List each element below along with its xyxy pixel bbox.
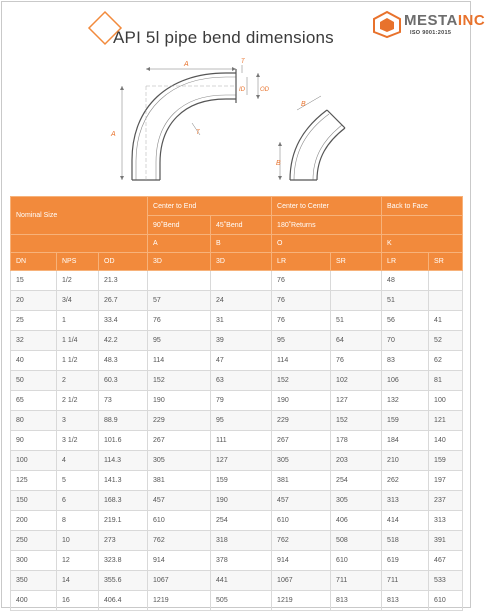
- cell-nps: 4: [57, 451, 99, 471]
- cell-b-3d: [211, 271, 272, 291]
- cell-a-3d: 95: [148, 331, 211, 351]
- cell-od: 42.2: [99, 331, 148, 351]
- cell-k-sr: 41: [429, 311, 463, 331]
- cell-od: 101.6: [99, 431, 148, 451]
- cell-nps: 2 1/2: [57, 391, 99, 411]
- cell-k-lr: 70: [382, 331, 429, 351]
- cell-o-sr: 508: [331, 531, 382, 551]
- cell-nps: 1 1/4: [57, 331, 99, 351]
- cell-o-sr: 305: [331, 491, 382, 511]
- table-row: [11, 571, 463, 591]
- cell-a-3d: 457: [148, 491, 211, 511]
- cell-o-sr: 127: [331, 391, 382, 411]
- cell-b-3d: 318: [211, 531, 272, 551]
- cell-o-sr: 178: [331, 431, 382, 451]
- cell-dn: 150: [11, 491, 57, 511]
- cell-a-3d: 267: [148, 431, 211, 451]
- cell-b-3d: 505: [211, 591, 272, 611]
- cell-nps: 8: [57, 511, 99, 531]
- table-row: [11, 471, 463, 491]
- cell-a-3d: 57: [148, 291, 211, 311]
- cell-k-lr: 83: [382, 351, 429, 371]
- cell-od: 60.3: [99, 371, 148, 391]
- cell-nps: 14: [57, 571, 99, 591]
- table-row: [11, 451, 463, 471]
- table-row: [11, 271, 463, 291]
- header-o: O: [272, 235, 382, 253]
- cell-dn: 20: [11, 291, 57, 311]
- cell-b-3d: 441: [211, 571, 272, 591]
- cell-od: 141.3: [99, 471, 148, 491]
- cell-k-lr: 262: [382, 471, 429, 491]
- table-row: [11, 591, 463, 611]
- cell-o-lr: 914: [272, 551, 331, 571]
- cell-o-lr: 190: [272, 391, 331, 411]
- table-row: [11, 511, 463, 531]
- brand-logo: [372, 10, 485, 40]
- header-45-bend: 45˚Bend: [211, 216, 272, 235]
- header-blank-left: [11, 235, 148, 253]
- cell-od: 273: [99, 531, 148, 551]
- cell-a-3d: 610: [148, 511, 211, 531]
- header-dn: DN: [11, 253, 57, 271]
- cell-k-sr: [429, 291, 463, 311]
- header-a-3d: 3D: [148, 253, 211, 271]
- cell-b-3d: 24: [211, 291, 272, 311]
- cell-o-lr: 1219: [272, 591, 331, 611]
- cell-k-sr: 121: [429, 411, 463, 431]
- header-center-to-center: Center to Center: [272, 197, 382, 216]
- cell-o-lr: 381: [272, 471, 331, 491]
- brand-name-part1: MESTA: [404, 12, 458, 29]
- diagram-label-a-vertical: A: [111, 131, 116, 138]
- header-k: K: [382, 235, 463, 253]
- cell-a-3d: 914: [148, 551, 211, 571]
- header-90-bend: 90˚Bend: [148, 216, 211, 235]
- cell-nps: 3: [57, 411, 99, 431]
- cell-od: 26.7: [99, 291, 148, 311]
- cell-b-3d: 31: [211, 311, 272, 331]
- diagram-label-od: OD: [260, 87, 269, 93]
- cell-dn: 65: [11, 391, 57, 411]
- cell-o-lr: 305: [272, 451, 331, 471]
- cell-dn: 32: [11, 331, 57, 351]
- table-row: [11, 411, 463, 431]
- cell-o-lr: 76: [272, 291, 331, 311]
- cell-od: 355.6: [99, 571, 148, 591]
- bend-45-diagram: [275, 92, 355, 187]
- cell-o-lr: 76: [272, 311, 331, 331]
- cell-nps: 2: [57, 371, 99, 391]
- cell-a-3d: 1219: [148, 591, 211, 611]
- brand-tagline: ISO 9001:2015: [410, 30, 452, 36]
- cell-k-sr: 81: [429, 371, 463, 391]
- cell-a-3d: 1067: [148, 571, 211, 591]
- cell-od: 33.4: [99, 311, 148, 331]
- diagram-label-t: T: [241, 59, 245, 65]
- cell-o-lr: 457: [272, 491, 331, 511]
- cell-k-sr: 610: [429, 591, 463, 611]
- cell-nps: 10: [57, 531, 99, 551]
- header-b: B: [211, 235, 272, 253]
- cell-b-3d: 39: [211, 331, 272, 351]
- cell-od: 168.3: [99, 491, 148, 511]
- cell-nps: 6: [57, 491, 99, 511]
- cell-k-lr: 313: [382, 491, 429, 511]
- cell-od: 406.4: [99, 591, 148, 611]
- table-row: [11, 531, 463, 551]
- cell-b-3d: 63: [211, 371, 272, 391]
- cell-od: 219.1: [99, 511, 148, 531]
- header-b-3d: 3D: [211, 253, 272, 271]
- cell-dn: 250: [11, 531, 57, 551]
- cell-a-3d: 114: [148, 351, 211, 371]
- cell-od: 73: [99, 391, 148, 411]
- header-center-to-end: Center to End: [148, 197, 272, 216]
- cell-k-lr: 132: [382, 391, 429, 411]
- cell-o-lr: 229: [272, 411, 331, 431]
- header-k-lr: LR: [382, 253, 429, 271]
- cell-b-3d: 95: [211, 411, 272, 431]
- header-od: OD: [99, 253, 148, 271]
- cell-dn: 15: [11, 271, 57, 291]
- cell-dn: 25: [11, 311, 57, 331]
- cell-k-lr: 813: [382, 591, 429, 611]
- cell-nps: 5: [57, 471, 99, 491]
- cell-b-3d: 254: [211, 511, 272, 531]
- cell-k-lr: 56: [382, 311, 429, 331]
- cell-b-3d: 111: [211, 431, 272, 451]
- cell-o-sr: 64: [331, 331, 382, 351]
- cell-dn: 200: [11, 511, 57, 531]
- brand-name: [404, 12, 485, 29]
- cell-o-sr: 813: [331, 591, 382, 611]
- cell-dn: 80: [11, 411, 57, 431]
- cell-dn: 350: [11, 571, 57, 591]
- cell-b-3d: 378: [211, 551, 272, 571]
- cell-a-3d: [148, 271, 211, 291]
- table-row: [11, 311, 463, 331]
- logo-mark-icon: [372, 10, 402, 38]
- cell-o-lr: 1067: [272, 571, 331, 591]
- cell-b-3d: 190: [211, 491, 272, 511]
- header-o-sr: SR: [331, 253, 382, 271]
- cell-dn: 50: [11, 371, 57, 391]
- table-row: [11, 331, 463, 351]
- table-row: [11, 491, 463, 511]
- cell-dn: 100: [11, 451, 57, 471]
- cell-o-sr: 203: [331, 451, 382, 471]
- bend-90-diagram: [108, 55, 268, 185]
- cell-o-sr: 406: [331, 511, 382, 531]
- cell-k-lr: 51: [382, 291, 429, 311]
- cell-nps: 1/2: [57, 271, 99, 291]
- cell-o-sr: 254: [331, 471, 382, 491]
- cell-a-3d: 381: [148, 471, 211, 491]
- header-a: A: [148, 235, 211, 253]
- cell-od: 114.3: [99, 451, 148, 471]
- table-row: [11, 371, 463, 391]
- header-back-to-face: Back to Face: [382, 197, 463, 216]
- cell-k-lr: 210: [382, 451, 429, 471]
- table-row: [11, 391, 463, 411]
- cell-o-sr: 76: [331, 351, 382, 371]
- cell-k-sr: 100: [429, 391, 463, 411]
- table-row: [11, 551, 463, 571]
- cell-b-3d: 47: [211, 351, 272, 371]
- cell-od: 21.3: [99, 271, 148, 291]
- cell-dn: 400: [11, 591, 57, 611]
- cell-k-sr: 237: [429, 491, 463, 511]
- cell-k-sr: 197: [429, 471, 463, 491]
- cell-od: 323.8: [99, 551, 148, 571]
- cell-a-3d: 76: [148, 311, 211, 331]
- diagram-label-b-side: B: [276, 160, 281, 167]
- cell-o-sr: 51: [331, 311, 382, 331]
- cell-od: 48.3: [99, 351, 148, 371]
- cell-k-lr: 518: [382, 531, 429, 551]
- cell-o-lr: 267: [272, 431, 331, 451]
- cell-o-sr: 711: [331, 571, 382, 591]
- cell-b-3d: 79: [211, 391, 272, 411]
- cell-k-sr: 313: [429, 511, 463, 531]
- cell-dn: 40: [11, 351, 57, 371]
- cell-k-lr: 106: [382, 371, 429, 391]
- dimensions-table: [10, 196, 463, 611]
- header-k-sr: SR: [429, 253, 463, 271]
- cell-a-3d: 190: [148, 391, 211, 411]
- cell-a-3d: 229: [148, 411, 211, 431]
- cell-dn: 300: [11, 551, 57, 571]
- cell-o-lr: 114: [272, 351, 331, 371]
- diagram-label-b-top: B: [301, 101, 306, 108]
- cell-k-sr: 159: [429, 451, 463, 471]
- cell-b-3d: 159: [211, 471, 272, 491]
- table-row: [11, 291, 463, 311]
- cell-nps: 3/4: [57, 291, 99, 311]
- cell-o-lr: 152: [272, 371, 331, 391]
- cell-o-sr: [331, 291, 382, 311]
- cell-a-3d: 305: [148, 451, 211, 471]
- cell-k-sr: [429, 271, 463, 291]
- cell-k-lr: 184: [382, 431, 429, 451]
- cell-k-sr: 391: [429, 531, 463, 551]
- cell-a-3d: 152: [148, 371, 211, 391]
- cell-nps: 12: [57, 551, 99, 571]
- cell-dn: 90: [11, 431, 57, 451]
- diagram-label-t-inner: T: [196, 130, 200, 136]
- cell-k-sr: 467: [429, 551, 463, 571]
- cell-o-sr: 610: [331, 551, 382, 571]
- cell-k-sr: 52: [429, 331, 463, 351]
- cell-k-sr: 533: [429, 571, 463, 591]
- header-nominal-size: Nominal Size: [11, 197, 148, 235]
- cell-o-lr: 610: [272, 511, 331, 531]
- header-o-lr: LR: [272, 253, 331, 271]
- cell-dn: 125: [11, 471, 57, 491]
- header-blank: [382, 216, 463, 235]
- diagram-label-a: A: [184, 61, 189, 68]
- cell-k-lr: 48: [382, 271, 429, 291]
- cell-k-lr: 414: [382, 511, 429, 531]
- cell-o-sr: 102: [331, 371, 382, 391]
- cell-b-3d: 127: [211, 451, 272, 471]
- cell-o-sr: [331, 271, 382, 291]
- cell-nps: 1: [57, 311, 99, 331]
- cell-k-sr: 62: [429, 351, 463, 371]
- cell-nps: 1 1/2: [57, 351, 99, 371]
- cell-k-lr: 619: [382, 551, 429, 571]
- cell-a-3d: 762: [148, 531, 211, 551]
- cell-o-lr: 95: [272, 331, 331, 351]
- cell-k-lr: 159: [382, 411, 429, 431]
- cell-k-lr: 711: [382, 571, 429, 591]
- table-body: [11, 271, 463, 611]
- brand-name-part2: INC: [457, 12, 485, 29]
- cell-o-sr: 152: [331, 411, 382, 431]
- cell-o-lr: 762: [272, 531, 331, 551]
- cell-od: 88.9: [99, 411, 148, 431]
- header-180-returns: 180˚Returns: [272, 216, 382, 235]
- header-nps: NPS: [57, 253, 99, 271]
- page-title: API 5l pipe bend dimensions: [113, 28, 334, 47]
- table-row: [11, 351, 463, 371]
- cell-nps: 16: [57, 591, 99, 611]
- cell-k-sr: 140: [429, 431, 463, 451]
- cell-nps: 3 1/2: [57, 431, 99, 451]
- diagram-label-id: ID: [239, 87, 245, 93]
- cell-o-lr: 76: [272, 271, 331, 291]
- table-row: [11, 431, 463, 451]
